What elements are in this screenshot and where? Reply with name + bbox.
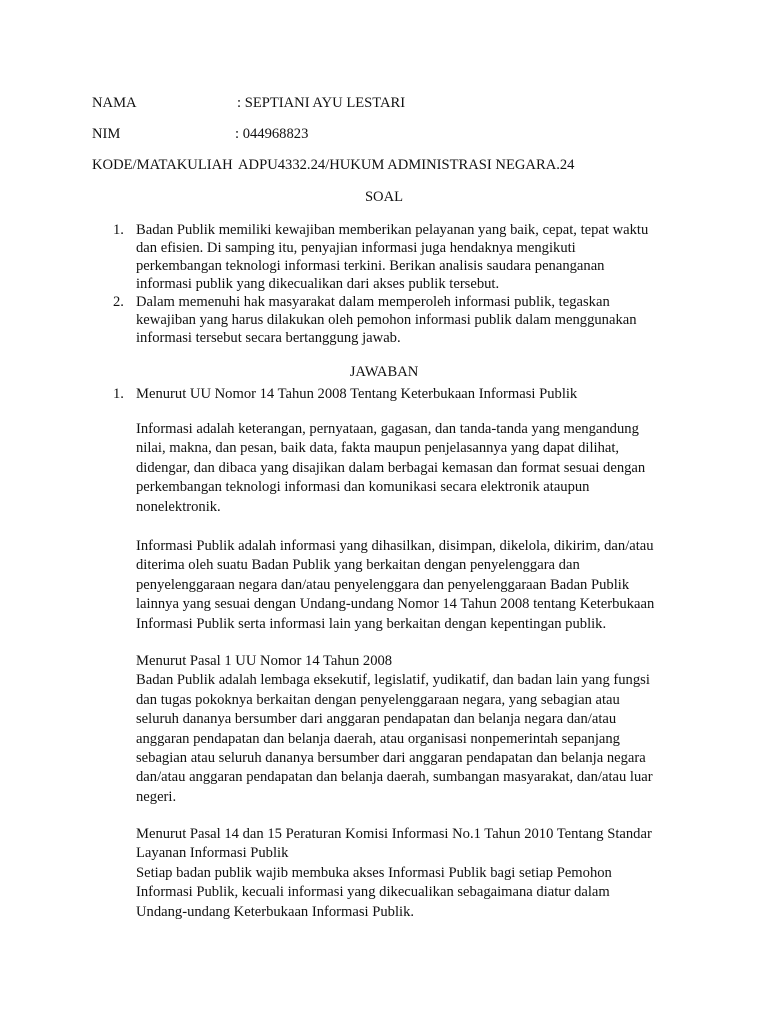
paragraph-line: sebagian atau seluruh dananya bersumber dari anggaran pendapatan dan belanja negara — [136, 750, 646, 767]
kode-label: KODE/MATAKULIAH — [92, 157, 233, 173]
kode-value: ADPU4332.24/HUKUM ADMINISTRASI NEGARA.24 — [238, 157, 575, 173]
soal-item-2-number: 2. — [113, 294, 124, 310]
soal-heading: SOAL — [364, 189, 404, 205]
soal-item-1-line: Badan Publik memiliki kewajiban memberikan pelayanan yang baik, cepat, tepat waktu — [136, 222, 649, 238]
paragraph-informasi-publik — [136, 537, 676, 634]
paragraph-line: Informasi Publik, kecuali informasi yang dikecualikan sebagaimana diatur dalam — [136, 884, 610, 901]
paragraph-line: nonelektronik. — [136, 498, 221, 515]
paragraph-standar-layanan — [136, 825, 676, 922]
paragraph-line: Undang-undang Keterbukaan Informasi Publik. — [136, 903, 415, 920]
paragraph-badan-publik — [136, 652, 676, 807]
jawaban-item-1-number: 1. — [113, 386, 124, 402]
nim-label: NIM — [92, 126, 121, 142]
paragraph-line: Informasi adalah keterangan, pernyataan, gagasan, dan tanda-tanda yang mengandung — [136, 421, 639, 437]
soal-item-2-line: kewajiban yang harus dilakukan oleh pemohon informasi publik dalam menggunakan — [136, 312, 637, 328]
soal-item-1-line: perkembangan teknologi informasi terkini. Berikan analisis saudara penanganan — [136, 258, 605, 274]
soal-item-2-line: informasi tersebut secara bertanggung jawab. — [136, 330, 401, 346]
jawaban-item-1-title — [136, 385, 676, 403]
nama-value: : SEPTIANI AYU LESTARI — [237, 95, 406, 111]
paragraph-line: lainnya yang sesuai dengan Undang-undang Nomor 14 Tahun 2008 tentang Keterbukaan — [136, 596, 655, 613]
soal-item-2-line: Dalam memenuhi hak masyarakat dalam memperoleh informasi publik, tegaskan — [136, 294, 610, 310]
paragraph-informasi — [136, 420, 676, 517]
paragraph-line: Informasi Publik serta informasi lain yang berkaitan dengan kepentingan publik. — [136, 615, 607, 632]
paragraph-line: didengar, dan dibaca yang disajikan dalam berbagai kemasan dan format sesuai dengan — [136, 459, 646, 476]
soal-item-1-line: informasi publik yang dikecualikan dari akses publik tersebut. — [136, 276, 500, 292]
paragraph-line: Badan Publik adalah lembaga eksekutif, legislatif, yudikatif, dan badan lain yang fungsi — [136, 672, 650, 689]
paragraph-line: negeri. — [136, 788, 177, 805]
paragraph-line: dan/atau anggaran pendapatan dan belanja daerah, sumbangan masyarakat, dan/atau luar — [136, 769, 653, 786]
paragraph-line: Setiap badan publik wajib membuka akses Informasi Publik bagi setiap Pemohon — [136, 864, 612, 881]
paragraph-line: seluruh dananya bersumber dari anggaran pendapatan dan belanja negara dan/atau — [136, 711, 617, 728]
jawaban-heading: JAWABAN — [349, 364, 419, 380]
paragraph-line: penyelenggaraan negara dan/atau penyelenggara dan penyelenggaraan Badan Publik — [136, 576, 630, 593]
paragraph-line: Layanan Informasi Publik — [136, 845, 289, 862]
jawaban-item-1-title-text: Menurut UU Nomor 14 Tahun 2008 Tentang Keterbukaan Informasi Publik — [136, 386, 578, 402]
paragraph-line: anggaran pendapatan dan belanja daerah, atau organisasi nonpemerintah sepanjang — [136, 730, 620, 747]
soal-item-2-text — [136, 293, 676, 347]
nama-label: NAMA — [92, 95, 137, 111]
soal-item-1-text — [136, 221, 676, 293]
paragraph-line: diterima oleh suatu Badan Publik yang berkaitan dengan penyelenggara dan — [136, 557, 580, 574]
paragraph-line: dan tugas pokoknya berkaitan dengan penyelenggaraan negara, yang sebagian atau — [136, 691, 620, 708]
paragraph-line: perkembangan teknologi informasi dan komunikasi secara elektronik ataupun — [136, 479, 590, 496]
paragraph-line: Informasi Publik adalah informasi yang dihasilkan, disimpan, dikelola, dikirim, dan/atau — [136, 538, 654, 554]
paragraph-line: Menurut Pasal 1 UU Nomor 14 Tahun 2008 — [136, 653, 393, 669]
nim-value: : 044968823 — [235, 126, 309, 142]
soal-item-1-number: 1. — [113, 222, 124, 238]
paragraph-line: Menurut Pasal 14 dan 15 Peraturan Komisi Informasi No.1 Tahun 2010 Tentang Standar — [136, 826, 652, 842]
soal-item-1-line: dan efisien. Di samping itu, penyajian informasi juga hendaknya mengikuti — [136, 240, 576, 256]
paragraph-line: nilai, makna, dan pesan, baik data, fakta maupun penjelasannya yang dapat dilihat, — [136, 440, 620, 457]
